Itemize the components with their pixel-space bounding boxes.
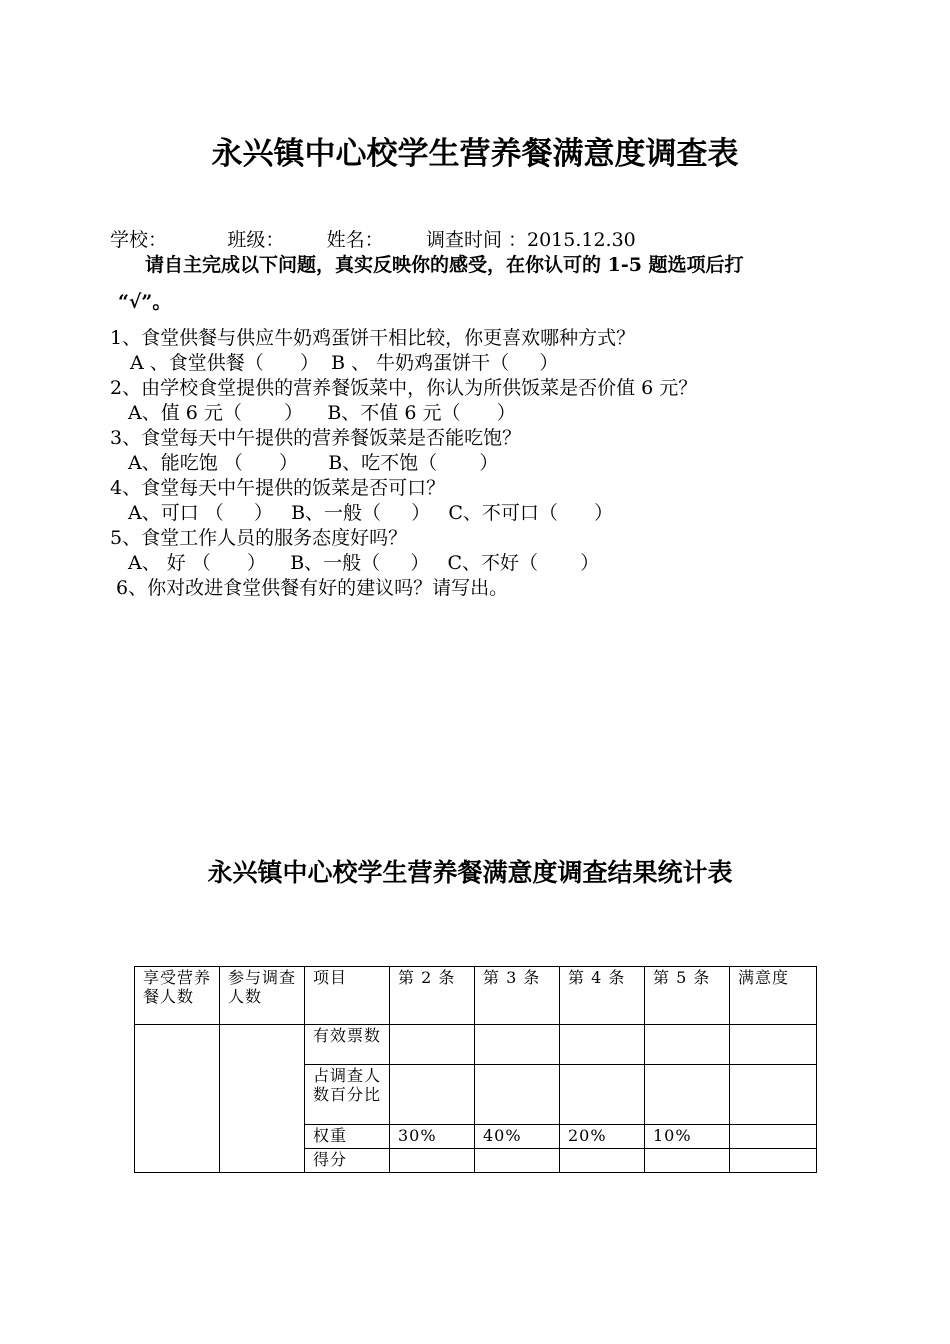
header-q3: 第 3 条	[475, 967, 560, 1025]
results-title: 永兴镇中心校学生营养餐满意度调查结果统计表	[207, 858, 733, 887]
header-q4: 第 4 条	[560, 967, 645, 1025]
row-label-percentage: 占调查人数百分比	[305, 1065, 390, 1125]
question-1-options: A 、食堂供餐（ ） B 、 牛奶鸡蛋饼干（ ）	[130, 352, 559, 374]
question-5-options: A、 好 （ ） B、一般（ ） C、不好（ ）	[128, 552, 600, 574]
header-participants: 参与调查人数	[220, 967, 305, 1025]
instruction-line-2: “√”。	[118, 291, 172, 313]
weight-q3: 40%	[475, 1125, 560, 1149]
header-recipients: 享受营养餐人数	[135, 967, 220, 1025]
table-header-row	[135, 967, 817, 1025]
instruction-line-1: 请自主完成以下问题，真实反映你的感受，在你认可的 1-5 题选项后打	[145, 254, 744, 276]
question-5: 5、食堂工作人员的服务态度好吗？	[110, 527, 408, 549]
participants-cell	[220, 1025, 305, 1173]
question-2-options: A、值 6 元（ ） B、不值 6 元（ ）	[128, 402, 516, 424]
recipients-cell	[135, 1025, 220, 1173]
question-4: 4、食堂每天中午提供的饭菜是否可口？	[110, 477, 446, 499]
question-1: 1、食堂供餐与供应牛奶鸡蛋饼干相比较，你更喜欢哪种方式？	[110, 327, 636, 349]
weight-q5: 10%	[645, 1125, 730, 1149]
question-3-options: A、能吃饱 （ ） B、吃不饱（ ）	[128, 452, 499, 474]
row-label-valid-votes: 有效票数	[305, 1025, 390, 1065]
header-q2: 第 2 条	[390, 967, 475, 1025]
question-3: 3、食堂每天中午提供的营养餐饭菜是否能吃饱？	[110, 427, 522, 449]
results-table	[134, 966, 817, 1173]
question-6: 6、你对改进食堂供餐有好的建议吗？请写出。	[116, 577, 509, 599]
row-label-score: 得分	[305, 1149, 390, 1173]
survey-meta-line: 学校： 班级： 姓名： 调查时间 ：2015.12.30	[110, 229, 636, 251]
header-satisfaction: 满意度	[730, 967, 817, 1025]
weight-q2: 30%	[390, 1125, 475, 1149]
row-label-weight: 权重	[305, 1125, 390, 1149]
question-2: 2、由学校食堂提供的营养餐饭菜中，你认为所供饭菜是否价值 6 元？	[110, 377, 698, 399]
weight-q4: 20%	[560, 1125, 645, 1149]
header-item: 项目	[305, 967, 390, 1025]
table-row	[135, 1025, 817, 1065]
question-4-options: A、可口 （ ） B、一般（ ） C、不可口（ ）	[128, 502, 614, 524]
survey-title: 永兴镇中心校学生营养餐满意度调查表	[211, 136, 739, 172]
header-q5: 第 5 条	[645, 967, 730, 1025]
